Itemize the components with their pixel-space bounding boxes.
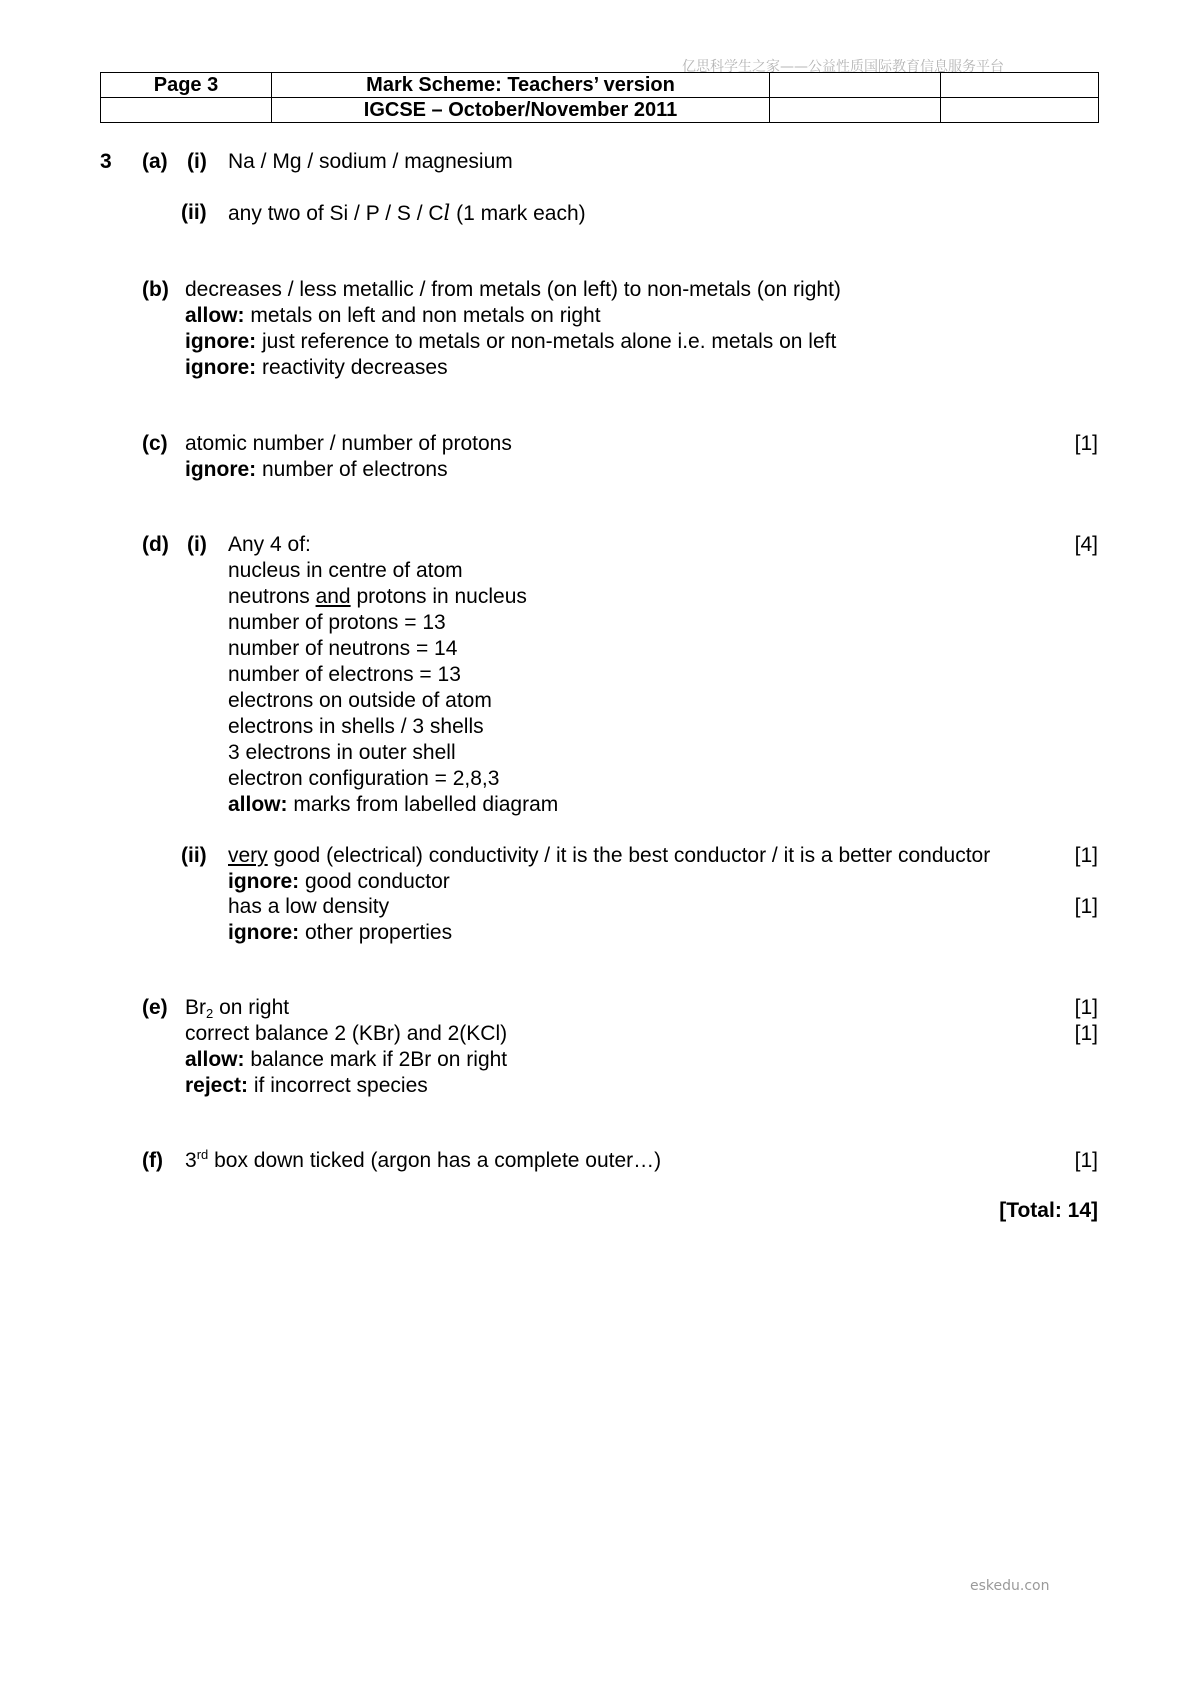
part-d-i-intro: Any 4 of:: [228, 533, 311, 556]
part-c-line1: atomic number / number of protons: [185, 432, 512, 455]
part-e-mark-2: [1]: [1074, 1022, 1098, 1045]
part-b-line1: decreases / less metallic / from metals (on left) to non-metals (on right): [185, 278, 841, 301]
part-a-i-label: (i): [187, 150, 207, 173]
part-d-i-label: (i): [187, 533, 207, 556]
part-e-allow: allow: balance mark if 2Br on right: [185, 1048, 508, 1071]
header-empty-cell: [770, 73, 941, 98]
part-d-ii-label: (ii): [181, 844, 207, 867]
part-a-ii-answer: any two of Si / P / S / Cl (1 mark each): [228, 201, 586, 225]
part-a-ii-label: (ii): [181, 201, 207, 224]
part-d-i-point: 3 electrons in outer shell: [228, 741, 456, 764]
part-f-line1: 3rd box down ticked (argon has a complete outer…): [185, 1147, 662, 1172]
watermark-top: 亿思科学生之家——公益性质国际教育信息服务平台: [682, 59, 1004, 75]
header-title: Mark Scheme: Teachers’ version: [272, 73, 770, 98]
header-empty-cell: [770, 98, 941, 123]
part-d-i-point: electron configuration = 2,8,3: [228, 767, 500, 790]
part-f-mark: [1]: [1074, 1149, 1098, 1172]
part-d-i-point: nucleus in centre of atom: [228, 559, 463, 582]
part-d-ii-line2: has a low density: [228, 895, 390, 918]
part-d-ii-line1: very good (electrical) conductivity / it is the best conductor / it is a better conductor: [228, 844, 991, 867]
question-number: 3: [100, 150, 112, 173]
part-e-label: (e): [142, 996, 168, 1019]
part-d-i-mark: [4]: [1074, 533, 1098, 556]
part-a-i-answer: Na / Mg / sodium / magnesium: [228, 150, 513, 173]
header-empty-cell: [101, 98, 272, 123]
part-d-i-point: number of electrons = 13: [228, 663, 461, 686]
part-b-label: (b): [142, 278, 169, 301]
part-d-i-point: electrons in shells / 3 shells: [228, 715, 484, 738]
header-empty-cell: [941, 73, 1099, 98]
part-d-i-point: number of protons = 13: [228, 611, 446, 634]
part-c-ignore: ignore: number of electrons: [185, 458, 448, 481]
part-c-label: (c): [142, 432, 168, 455]
watermark-bottom: eskedu.con: [970, 1578, 1050, 1594]
header-table: [100, 72, 1099, 123]
header-exam: IGCSE – October/November 2011: [272, 98, 770, 123]
part-d-i-point: number of neutrons = 14: [228, 637, 458, 660]
part-d-i-point: neutrons and protons in nucleus: [228, 585, 527, 608]
part-e-line1: $Br_2$ on right: [185, 996, 290, 1021]
total-marks: [Total: 14]: [999, 1199, 1098, 1222]
part-d-ii-ignore-1: ignore: good conductor: [228, 870, 450, 893]
part-c-mark: [1]: [1074, 432, 1098, 455]
part-b-allow: allow: metals on left and non metals on right: [185, 304, 601, 327]
part-b-ignore-1: ignore: just reference to metals or non-metals alone i.e. metals on left: [185, 330, 837, 353]
part-d-ii-ignore-2: ignore: other properties: [228, 921, 453, 944]
part-d-i-point: electrons on outside of atom: [228, 689, 492, 712]
header-page: Page 3: [101, 73, 272, 98]
part-d-i-allow: allow: marks from labelled diagram: [228, 793, 559, 816]
part-d-ii-mark-1: [1]: [1074, 844, 1098, 867]
part-f-label: (f): [142, 1149, 163, 1172]
part-e-line2: correct balance 2 (KBr) and 2(KCl): [185, 1022, 508, 1045]
part-d-label: (d): [142, 533, 169, 556]
part-e-mark-1: [1]: [1074, 996, 1098, 1019]
part-e-reject: reject: if incorrect species: [185, 1074, 428, 1097]
part-b-ignore-2: ignore: reactivity decreases: [185, 356, 448, 379]
header-empty-cell: [941, 98, 1099, 123]
part-d-ii-mark-2: [1]: [1074, 895, 1098, 918]
part-a-label: (a): [142, 150, 168, 173]
